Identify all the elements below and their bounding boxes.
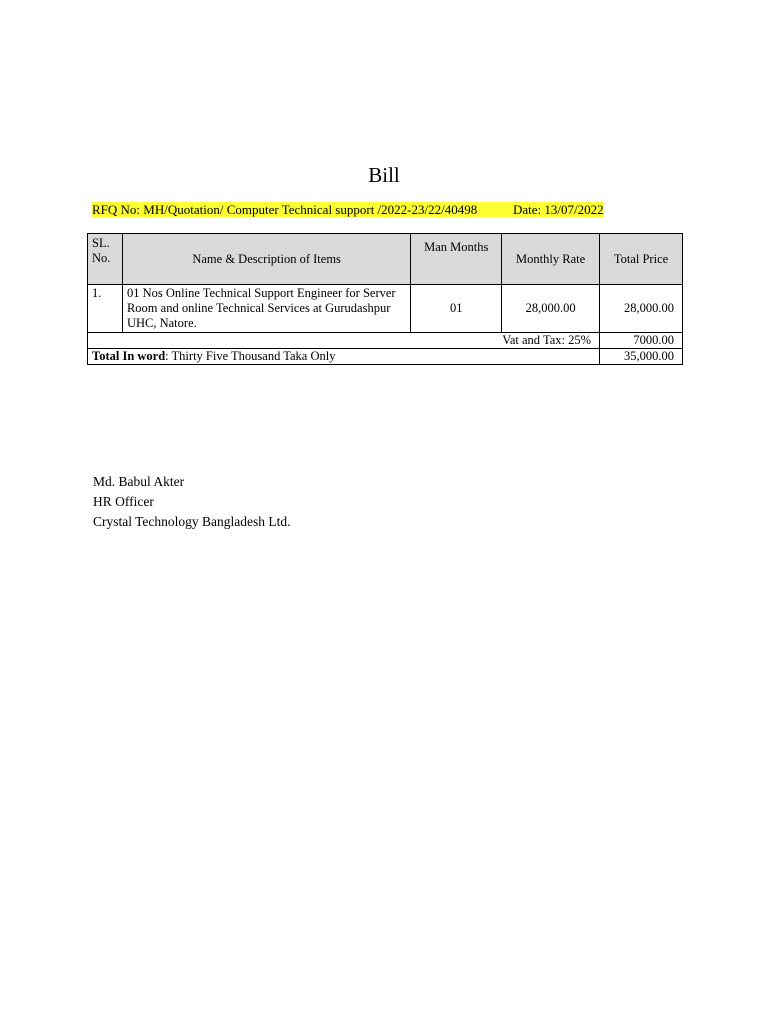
table-row xyxy=(88,285,683,333)
rfq-line xyxy=(92,202,604,218)
signatory-position: HR Officer xyxy=(93,494,154,509)
header-monthly-rate: Monthly Rate xyxy=(502,234,600,285)
vat-label: Vat and Tax: 25% xyxy=(88,333,600,349)
total-inword-row xyxy=(88,349,683,365)
signature-block xyxy=(93,472,291,532)
rfq-spacer xyxy=(477,202,513,217)
bill-table xyxy=(87,233,683,365)
row-total-price: 28,000.00 xyxy=(600,285,683,333)
total-inword-cell xyxy=(88,349,600,365)
row-man-months: 01 xyxy=(411,285,502,333)
document-title: Bill xyxy=(368,163,400,187)
vat-row xyxy=(88,333,683,349)
table-header-row xyxy=(88,234,683,285)
total-inword-label: Total In word xyxy=(92,349,166,363)
row-monthly-rate: 28,000.00 xyxy=(502,285,600,333)
signatory-company: Crystal Technology Bangladesh Ltd. xyxy=(93,514,291,529)
header-name-description: Name & Description of Items xyxy=(122,234,410,285)
row-description: 01 Nos Online Technical Support Engineer for Server Room and online Technical Services at Gurudashpur UHC, Natore. xyxy=(122,285,410,333)
signatory-name: Md. Babul Akter xyxy=(93,474,185,489)
header-man-months: Man Months xyxy=(411,234,502,285)
rfq-date: Date: 13/07/2022 xyxy=(512,202,604,217)
total-inword-text: : Thirty Five Thousand Taka Only xyxy=(165,349,336,363)
vat-amount: 7000.00 xyxy=(600,333,683,349)
grand-total: 35,000.00 xyxy=(600,349,683,365)
header-sl-no: SL. No. xyxy=(88,234,123,285)
row-sl: 1. xyxy=(88,285,123,333)
rfq-number: RFQ No: MH/Quotation/ Computer Technical support /2022-23/22/40498 xyxy=(92,202,478,217)
header-total-price: Total Price xyxy=(600,234,683,285)
